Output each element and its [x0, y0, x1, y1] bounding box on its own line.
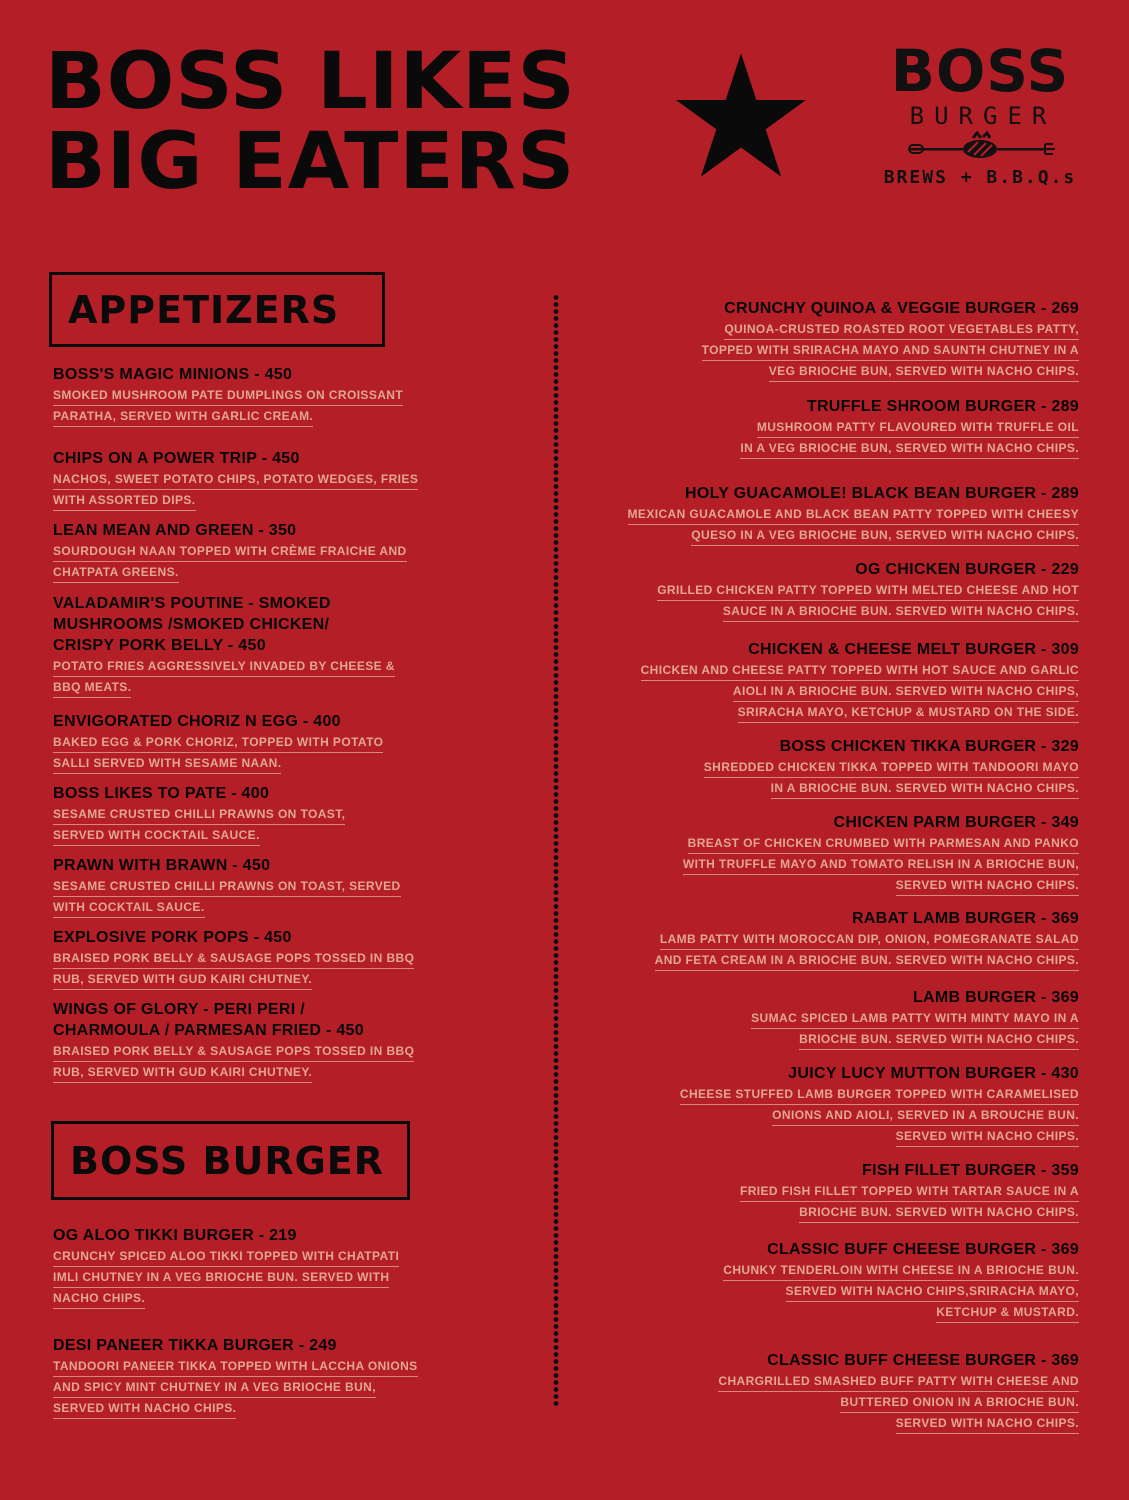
menu-item	[53, 711, 453, 774]
menu-item	[599, 396, 1079, 459]
menu-item-description: IN A VEG BRIOCHE BUN, SERVED WITH NACHO CHIPS.	[740, 438, 1079, 459]
menu-item-description: RUB, SERVED WITH GUD KAIRI CHUTNEY.	[53, 969, 312, 990]
menu-item-description: BREAST OF CHICKEN CRUMBED WITH PARMESAN AND PANKO	[688, 833, 1079, 854]
headline	[45, 37, 576, 207]
menu-item	[53, 364, 453, 427]
logo-name: BOSS	[890, 37, 1070, 105]
menu-item-title	[53, 593, 453, 656]
menu-item-title: OG CHICKEN BURGER - 229	[855, 561, 1079, 578]
section-title: BOSS BURGER	[70, 1138, 385, 1183]
menu-item-description: GRILLED CHICKEN PATTY TOPPED WITH MELTED CHEESE AND HOT	[657, 580, 1079, 601]
menu-item-title-line: VALADAMIR'S POUTINE - SMOKED	[53, 595, 331, 612]
menu-item-description: SESAME CRUSTED CHILLI PRAWNS ON TOAST,	[53, 804, 345, 825]
menu-item-description: LAMB PATTY WITH MOROCCAN DIP, ONION, POMEGRANATE SALAD	[660, 929, 1079, 950]
menu-item-title: CHIPS ON A POWER TRIP - 450	[53, 450, 300, 467]
menu-item-description: BBQ MEATS.	[53, 677, 131, 698]
menu-item-title-line: CRISPY PORK BELLY - 450	[53, 637, 266, 654]
menu-item-description: VEG BRIOCHE BUN, SERVED WITH NACHO CHIPS.	[769, 361, 1079, 382]
menu-item-description: SERVED WITH NACHO CHIPS,SRIRACHA MAYO,	[786, 1281, 1079, 1302]
menu-item-description: MUSHROOM PATTY FLAVOURED WITH TRUFFLE OIL	[757, 417, 1079, 438]
menu-item-description: AIOLI IN A BRIOCHE BUN. SERVED WITH NACHO CHIPS,	[733, 681, 1079, 702]
menu-item-title: BOSS'S MAGIC MINIONS - 450	[53, 366, 293, 383]
menu-item-description: BRIOCHE BUN. SERVED WITH NACHO CHIPS.	[799, 1029, 1079, 1050]
menu-item-title: CLASSIC BUFF CHEESE BURGER - 369	[767, 1352, 1079, 1369]
section-title: APPETIZERS	[68, 287, 340, 332]
menu-item-description: SALLI SERVED WITH SESAME NAAN.	[53, 753, 281, 774]
menu-item-description: NACHOS, SWEET POTATO CHIPS, POTATO WEDGES, FRIES	[53, 469, 418, 490]
menu-item-title: BOSS CHICKEN TIKKA BURGER - 329	[779, 738, 1079, 755]
menu-item-title	[53, 999, 453, 1041]
menu-item-description: CHARGRILLED SMASHED BUFF PATTY WITH CHEESE AND	[718, 1371, 1079, 1392]
menu-item-description: BAKED EGG & PORK CHORIZ, TOPPED WITH POTATO	[53, 732, 383, 753]
menu-item	[53, 593, 453, 698]
menu-item	[53, 520, 453, 583]
menu-item-description: SAUCE IN A BRIOCHE BUN. SERVED WITH NACHO CHIPS.	[723, 601, 1079, 622]
menu-item-description: SERVED WITH NACHO CHIPS.	[53, 1398, 236, 1419]
brand-logo	[880, 37, 1080, 189]
menu-item-title: CRUNCHY QUINOA & VEGGIE BURGER - 269	[724, 300, 1079, 317]
menu-item-description: CHATPATA GREENS.	[53, 562, 179, 583]
menu-item-title: DESI PANEER TIKKA BURGER - 249	[53, 1337, 337, 1354]
menu-item-description: AND SPICY MINT CHUTNEY IN A VEG BRIOCHE BUN,	[53, 1377, 376, 1398]
star-icon	[676, 52, 806, 178]
menu-item-title: TRUFFLE SHROOM BURGER - 289	[806, 398, 1079, 415]
menu-item-description: CHEESE STUFFED LAMB BURGER TOPPED WITH CARAMELISED	[680, 1084, 1079, 1105]
menu-item-description: SESAME CRUSTED CHILLI PRAWNS ON TOAST, SERVED	[53, 876, 401, 897]
menu-item-description: SERVED WITH NACHO CHIPS.	[896, 875, 1079, 896]
menu-item-description: QUESO IN A VEG BRIOCHE BUN, SERVED WITH NACHO CHIPS.	[691, 525, 1079, 546]
menu-item-description: IMLI CHUTNEY IN A VEG BRIOCHE BUN. SERVED WITH	[53, 1267, 389, 1288]
menu-item	[599, 483, 1079, 546]
menu-item-description: TOPPED WITH SRIRACHA MAYO AND SAUNTH CHUTNEY IN A	[702, 340, 1079, 361]
logo-sub: BURGER	[909, 102, 1057, 130]
headline-line-1: BOSS LIKES	[45, 37, 576, 127]
menu-item	[599, 1350, 1079, 1434]
menu-item-description: BRIOCHE BUN. SERVED WITH NACHO CHIPS.	[799, 1202, 1079, 1223]
menu-item-description: IN A BRIOCHE BUN. SERVED WITH NACHO CHIPS.	[771, 778, 1079, 799]
menu-item	[599, 987, 1079, 1050]
menu-item-description: SOURDOUGH NAAN TOPPED WITH CRÈME FRAICHE AND	[53, 541, 407, 562]
menu-item-description: SUMAC SPICED LAMB PATTY WITH MINTY MAYO IN A	[751, 1008, 1079, 1029]
menu-item	[53, 927, 453, 990]
section-heading-appetizers	[49, 272, 385, 347]
menu-item-description: SERVED WITH COCKTAIL SAUCE.	[53, 825, 260, 846]
menu-item-title: FISH FILLET BURGER - 359	[862, 1162, 1079, 1179]
menu-item-title: ENVIGORATED CHORIZ N EGG - 400	[53, 713, 341, 730]
menu-item-title: LEAN MEAN AND GREEN - 350	[53, 522, 297, 539]
menu-item-title: EXPLOSIVE PORK POPS - 450	[53, 929, 292, 946]
menu-item-description: PARATHA, SERVED WITH GARLIC CREAM.	[53, 406, 313, 427]
menu-item	[53, 1335, 453, 1419]
menu-item-title: HOLY GUACAMOLE! BLACK BEAN BURGER - 289	[685, 485, 1079, 502]
menu-item-title: CHICKEN PARM BURGER - 349	[833, 814, 1079, 831]
menu-item-description: SHREDDED CHICKEN TIKKA TOPPED WITH TANDOORI MAYO	[704, 757, 1079, 778]
menu-item-title-line: MUSHROOMS /SMOKED CHICKEN/	[53, 616, 330, 633]
menu-item	[599, 812, 1079, 896]
menu-item-description: POTATO FRIES AGGRESSIVELY INVADED BY CHEESE &	[53, 656, 395, 677]
menu-item-title: BOSS LIKES TO PATE - 400	[53, 785, 270, 802]
menu-item-description: MEXICAN GUACAMOLE AND BLACK BEAN PATTY TOPPED WITH CHEESY	[628, 504, 1079, 525]
menu-item-description: WITH ASSORTED DIPS.	[53, 490, 196, 511]
menu-item	[53, 999, 453, 1083]
menu-item-title: CHICKEN & CHEESE MELT BURGER - 309	[748, 641, 1079, 658]
menu-item	[599, 559, 1079, 622]
menu-item-title: PRAWN WITH BRAWN - 450	[53, 857, 271, 874]
menu-item-title-line: WINGS OF GLORY - PERI PERI /	[53, 1001, 305, 1018]
menu-item-description: SRIRACHA MAYO, KETCHUP & MUSTARD ON THE SIDE.	[738, 702, 1079, 723]
menu-item-description: RUB, SERVED WITH GUD KAIRI CHUTNEY.	[53, 1062, 312, 1083]
menu-item-description: ONIONS AND AIOLI, SERVED IN A BROUCHE BUN.	[772, 1105, 1079, 1126]
menu-item	[599, 1239, 1079, 1323]
menu-item-description: BRAISED PORK BELLY & SAUSAGE POPS TOSSED IN BBQ	[53, 948, 414, 969]
menu-item-description: SMOKED MUSHROOM PATE DUMPLINGS ON CROISSANT	[53, 385, 403, 406]
logo-tagline: BREWS + B.B.Q.s	[883, 167, 1077, 188]
menu-item	[599, 1160, 1079, 1223]
menu-item-description: CHUNKY TENDERLOIN WITH CHEESE IN A BRIOCHE BUN.	[723, 1260, 1079, 1281]
menu-item-description: BUTTERED ONION IN A BRIOCHE BUN.	[840, 1392, 1079, 1413]
menu-item-description: BRAISED PORK BELLY & SAUSAGE POPS TOSSED IN BBQ	[53, 1041, 414, 1062]
menu-item-title: CLASSIC BUFF CHEESE BURGER - 369	[767, 1241, 1079, 1258]
menu-item-description: CRUNCHY SPICED ALOO TIKKI TOPPED WITH CHATPATI	[53, 1246, 399, 1267]
menu-item-title: OG ALOO TIKKI BURGER - 219	[53, 1227, 297, 1244]
menu-item-description: CHICKEN AND CHEESE PATTY TOPPED WITH HOT SAUCE AND GARLIC	[641, 660, 1079, 681]
menu-item-title-line: CHARMOULA / PARMESAN FRIED - 450	[53, 1022, 364, 1039]
menu-item-description: QUINOA-CRUSTED ROASTED ROOT VEGETABLES PATTY,	[724, 319, 1079, 340]
grill-fork-icon	[895, 130, 1065, 162]
menu-item-description: TANDOORI PANEER TIKKA TOPPED WITH LACCHA ONIONS	[53, 1356, 418, 1377]
menu-item	[599, 1063, 1079, 1147]
menu-item	[53, 1225, 453, 1309]
menu-item-description: AND FETA CREAM IN A BRIOCHE BUN. SERVED WITH NACHO CHIPS.	[655, 950, 1079, 971]
menu-item	[53, 783, 453, 846]
menu-item	[53, 855, 453, 918]
menu-item-title: JUICY LUCY MUTTON BURGER - 430	[788, 1065, 1079, 1082]
menu-item	[599, 908, 1079, 971]
menu-item-description: KETCHUP & MUSTARD.	[936, 1302, 1079, 1323]
menu-item-description: WITH COCKTAIL SAUCE.	[53, 897, 205, 918]
headline-line-2: BIG EATERS	[45, 117, 576, 207]
menu-item-description: NACHO CHIPS.	[53, 1288, 145, 1309]
menu-item-description: SERVED WITH NACHO CHIPS.	[896, 1413, 1079, 1434]
menu-item-title: LAMB BURGER - 369	[912, 989, 1079, 1006]
menu-item-description: FRIED FISH FILLET TOPPED WITH TARTAR SAUCE IN A	[740, 1181, 1079, 1202]
menu-item	[599, 736, 1079, 799]
menu-item	[599, 639, 1079, 723]
section-heading-boss-burger	[51, 1121, 410, 1200]
menu-item-description: WITH TRUFFLE MAYO AND TOMATO RELISH IN A BRIOCHE BUN,	[683, 854, 1079, 875]
menu-item-description: SERVED WITH NACHO CHIPS.	[896, 1126, 1079, 1147]
dotted-divider	[553, 294, 559, 1406]
menu-item	[599, 298, 1079, 382]
menu-item-title: RABAT LAMB BURGER - 369	[851, 910, 1079, 927]
menu-item	[53, 448, 453, 511]
